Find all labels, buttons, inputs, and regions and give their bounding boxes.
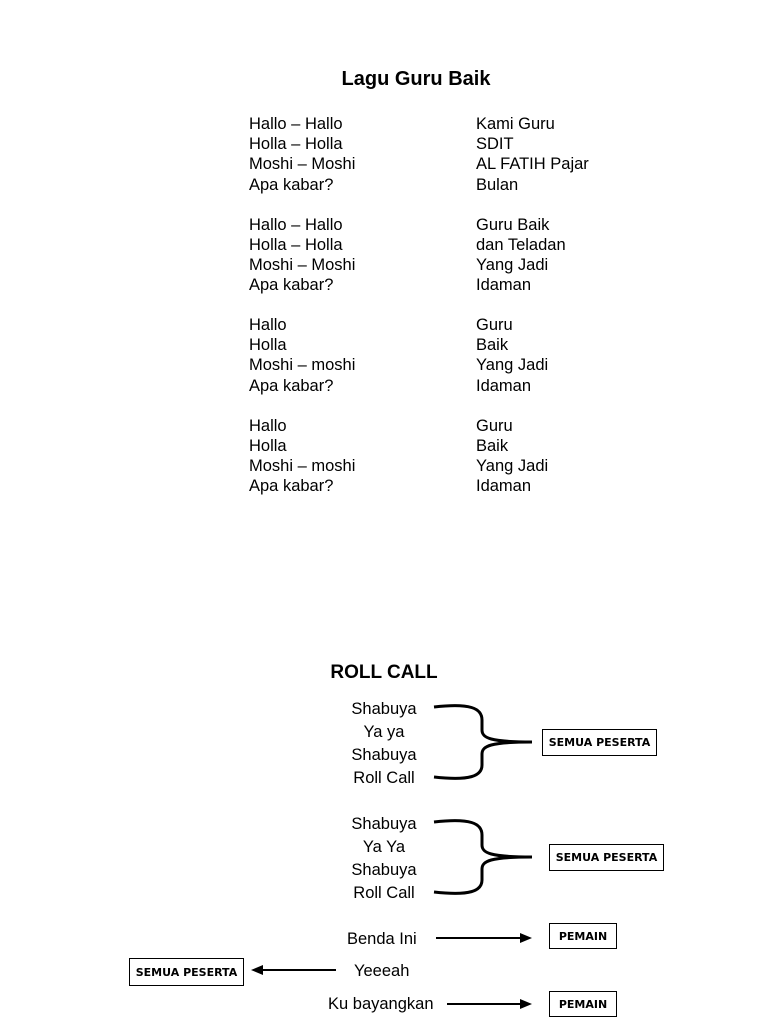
lyric-line: Hallo – Hallo — [249, 115, 343, 133]
lyric-line: Apa kabar? — [249, 175, 334, 194]
lyric-line: SDIT — [476, 135, 514, 154]
brace-group-1 — [434, 706, 532, 779]
lyric-line: Idaman — [476, 477, 532, 496]
lyric-line: Moshi – moshi — [249, 456, 356, 475]
lyric-line: Moshi – moshi — [249, 356, 356, 375]
chant-line: Roll Call — [353, 884, 415, 902]
lyric-line: dan Teladan — [476, 235, 566, 254]
lyric-line: Baik — [476, 436, 509, 455]
lyric-line: Bulan — [476, 175, 519, 194]
song-title: Lagu Guru Baik — [341, 68, 491, 90]
label-box-semua-peserta-1: SEMUA PESERTA — [542, 729, 657, 756]
lyric-line: Idaman — [476, 376, 532, 395]
chant-line-ku-bayangkan: Ku bayangkan — [328, 995, 434, 1013]
lyric-line: Hallo — [249, 416, 287, 435]
lyric-line: Yang Jadi — [476, 356, 549, 375]
label-box-pemain-1: PEMAIN — [549, 923, 617, 949]
chant-line: Ya Ya — [362, 838, 406, 856]
lyric-line: Holla — [249, 436, 287, 455]
arrowhead-right-icon — [520, 999, 532, 1009]
lyric-line: Yang Jadi — [476, 456, 549, 475]
lyric-line: Idaman — [476, 276, 532, 295]
chant-line-yeeeah: Yeeeah — [354, 962, 410, 980]
roll-call-title: ROLL CALL — [330, 662, 438, 683]
lyric-line: Kami Guru — [476, 115, 555, 133]
lyric-line: AL FATIH Pajar — [476, 155, 589, 174]
label-box-pemain-2: PEMAIN — [549, 991, 617, 1017]
label-box-semua-peserta-2: SEMUA PESERTA — [549, 844, 664, 871]
label-box-semua-peserta-3: SEMUA PESERTA — [129, 958, 244, 986]
chant-line: Shabuya — [351, 861, 417, 879]
lyric-line: Apa kabar? — [249, 477, 334, 496]
arrowhead-left-icon — [251, 965, 263, 975]
chant-line: Shabuya — [351, 815, 417, 833]
arrowhead-right-icon — [520, 933, 532, 943]
lyric-line: Holla – Holla — [249, 135, 343, 154]
chant-line: Ya ya — [363, 723, 405, 741]
chant-line-benda-ini: Benda Ini — [347, 930, 417, 948]
lyric-line: Hallo — [249, 316, 287, 334]
lyric-line: Moshi – Moshi — [249, 255, 356, 274]
lyric-line: Guru Baik — [476, 215, 550, 234]
lyric-line: Yang Jadi — [476, 255, 549, 274]
lyric-line: Hallo – Hallo — [249, 215, 343, 234]
chant-line: Shabuya — [351, 700, 417, 718]
lyric-line: Baik — [476, 336, 509, 355]
lyric-line: Holla — [249, 336, 287, 355]
lyric-line: Guru — [476, 316, 513, 334]
chant-line: Roll Call — [353, 769, 415, 787]
brace-group-2 — [434, 821, 532, 894]
lyric-line: Holla – Holla — [249, 235, 343, 254]
lyric-line: Apa kabar? — [249, 376, 334, 395]
lyric-line: Apa kabar? — [249, 276, 334, 295]
lyric-line: Guru — [476, 416, 513, 435]
chant-line: Shabuya — [351, 746, 417, 764]
lyric-line: Moshi – Moshi — [249, 155, 356, 174]
